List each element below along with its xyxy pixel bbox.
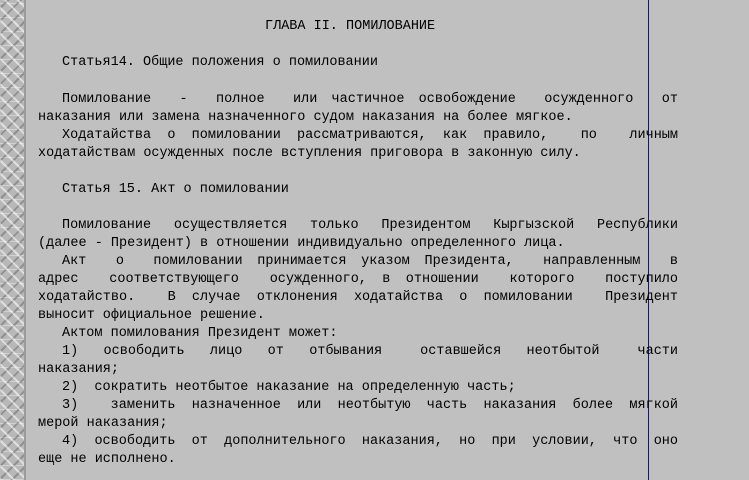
paragraph-line: Акт о помиловании принимается указом Президента, направленным в (62, 254, 678, 269)
article-14-heading: Статья14. Общие положения о помиловании (62, 55, 378, 70)
paragraph-line: Ходатайства о помиловании рассматриваются, как правило, по личным (62, 128, 678, 143)
list-item-4-continued: еще не исполнено. (38, 452, 176, 467)
paragraph-line: Помилование осуществляется только Президентом Кыргызской Республики (62, 218, 678, 233)
list-item-3: 3) заменить назначенное или неотбытую часть наказания более мягкой (62, 398, 678, 413)
list-item-2: 2) сократить неотбытое наказание на определенную часть; (62, 380, 516, 395)
paragraph-line: ходатайствам осужденных после вступления приговора в законную силу. (38, 146, 581, 161)
paragraph-line: (далее - Президент) в отношении индивидуально определенного лица. (38, 236, 565, 251)
paragraph-line: Актом помилования Президент может: (62, 326, 338, 341)
chapter-title: ГЛАВА II. ПОМИЛОВАНИЕ (265, 19, 436, 34)
article-15-heading: Статья 15. Акт о помиловании (62, 182, 289, 197)
paragraph-line: ходатайство. В случае отклонения ходатайства о помиловании Президент (38, 290, 678, 305)
list-item-4: 4) освободить от дополнительного наказания, но при условии, что оно (62, 434, 678, 449)
paragraph-line: Помилование - полное или частичное освобождение осужденного от (62, 92, 678, 107)
list-item-3-continued: мерой наказания; (38, 416, 168, 431)
paragraph-line: адрес соответствующего осужденного, в отношении которого поступило (38, 272, 678, 287)
paragraph-line: выносит официальное решение. (38, 308, 265, 323)
list-item-1-continued: наказания; (38, 362, 120, 377)
paragraph-line: наказания или замена назначенного судом наказания на более мягкое. (38, 110, 573, 125)
list-item-1: 1) освободить лицо от отбывания оставшейся неотбытой части (62, 344, 678, 359)
